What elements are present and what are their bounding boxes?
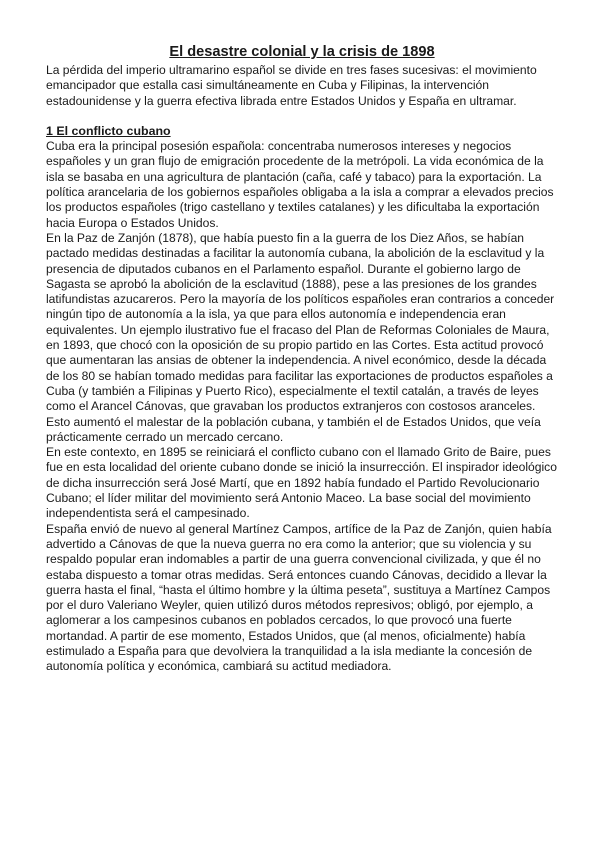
body-paragraph-2: En la Paz de Zanjón (1878), que había puesto fin a la guerra de los Diez Años, se habían pactado medidas destinadas a facilitar la autonomía cubana, la abolición de la esclavitud y la presencia de diputados cubanos en el Parlamento español. Durante el gobierno largo de Sagasta se aprobó la abolición de la esclavitud (1888), pese a las presiones de los grandes latifundistas azucareros. Pero la mayoría de los políticos españoles eran contrarios a conceder ningún tipo de autonomía a la isla, ya que para ellos autonomía e independencia eran equivalentes. Un ejemplo ilustrativo fue el fracaso del Plan de Reformas Coloniales de Maura, en 1893, que chocó con la oposición de su propio partido en las Cortes. Esta actitud provocó que aumentaran las ansias de obtener la independencia. A nivel económico, desde la década de los 80 se habían tomado medidas para facilitar las exportaciones de productos españoles a Cuba (y también a Filipinas y Puerto Rico), especialmente el textil catalán, a través de leyes como el Arancel Cánovas, que gravaban los productos extranjeros con costosos aranceles. Esto aumentó el malestar de la población cubana, y también el de Estados Unidos, que veía prácticamente cerrado un mercado cercano. — [46, 230, 555, 444]
section-heading: 1 El conflicto cubano — [46, 123, 171, 138]
document-title: El desastre colonial y la crisis de 1898 — [169, 44, 435, 60]
body-paragraph-1: Cuba era la principal posesión española: concentraba numerosos intereses y negocios españoles y un gran flujo de emigración procedente de la metrópoli. La vida económica de la isla se basaba en una agricultura de plantación (caña, café y tabaco) para la exportación. La política arancelaria de los gobiernos españoles obligaba a la isla a comprar a elevados precios los productos españoles (trigo castellano y textiles catalanes) y les dificultaba la exportación hacia Europa o Estados Unidos. — [46, 139, 554, 230]
body-paragraph-3: En este contexto, en 1895 se reiniciará el conflicto cubano con el llamado Grito de Baire, pues fue en esta localidad del oriente cubano donde se inició la insurrección. El inspirador ideológico de dicha insurrección será José Martí, que en 1892 había fundado el Partido Revolucionario Cubano; el líder militar del movimiento será Antonio Maceo. La base social del movimiento independentista será el campesinado. — [46, 445, 557, 521]
intro-paragraph: La pérdida del imperio ultramarino español se divide en tres fases sucesivas: el movimiento emancipador que estalla casi simultáneamente en Cuba y Filipinas, la intervención estadounidense y la guerra efectiva librada entre Estados Unidos y España en ultramar. — [46, 63, 537, 108]
document-page — [46, 44, 558, 675]
body-paragraph-4: España envió de nuevo al general Martínez Campos, artífice de la Paz de Zanjón, quien había advertido a Cánovas de que la nueva guerra no era como la anterior; que su violencia y su respaldo popular eran indomables a partir de una guerra convencional civilizada, y que él no estaba dispuesto a tomar otras medidas. Será entonces cuando Cánovas, decidido a llevar la guerra hasta el final, “hasta el último hombre y la última peseta”, sustituya a Martínez Campos por el duro Valeriano Weyler, quien utilizó duros métodos represivos; obligó, por ejemplo, a aglomerar a los campesinos cubanos en poblados cercados, lo que provocó una fuerte mortandad. A partir de ese momento, Estados Unidos, que (al menos, oficialmente) había estimulado a España para que devolviera la tranquilidad a la isla mediante la concesión de autonomía política y económica, cambiará su actitud mediadora. — [46, 521, 552, 674]
